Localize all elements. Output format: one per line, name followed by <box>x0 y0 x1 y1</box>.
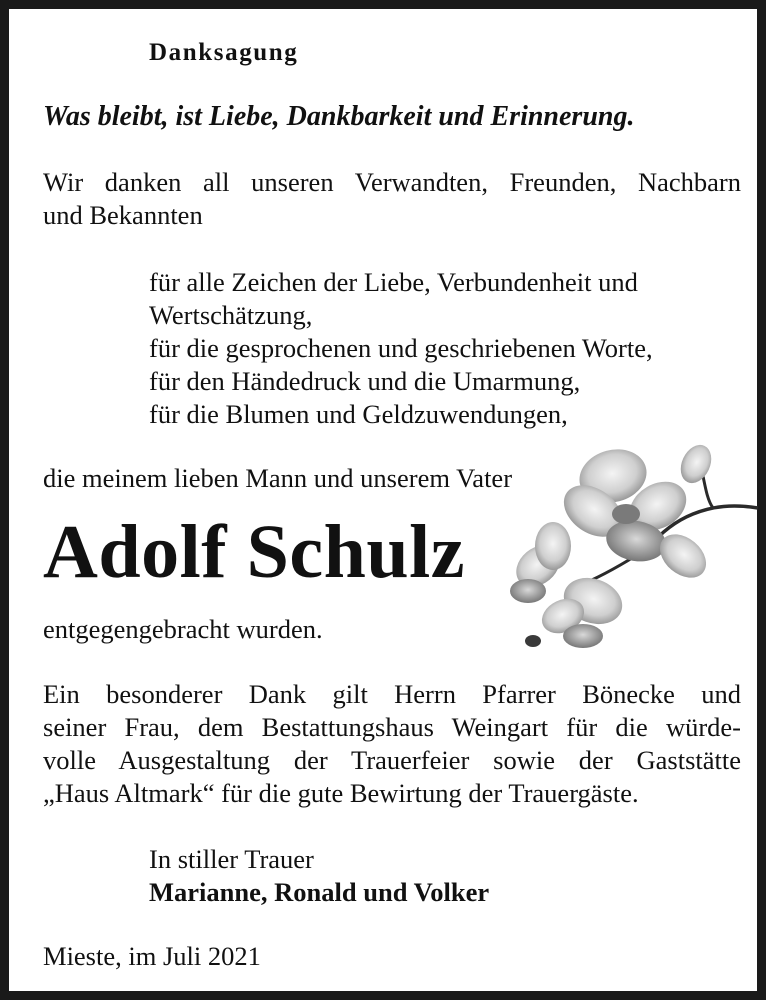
signoff-line: In stiller Trauer <box>149 844 314 874</box>
place-date: Mieste, im Juli 2021 <box>43 941 261 971</box>
orchid-branch-icon <box>508 436 758 656</box>
thanks-item: für den Händedruck und die Umarmung, <box>149 366 581 396</box>
thanks-item: Wertschätzung, <box>149 300 313 330</box>
intro-paragraph <box>43 166 741 232</box>
special-thanks-line: volle Ausgestaltung der Trauerfeier sowie der Gaststätte <box>43 745 741 775</box>
intro-line: Wir danken all unseren Verwandten, Freunden, Nachbarn <box>43 167 741 197</box>
signoff <box>149 843 489 909</box>
thanks-list <box>149 266 653 431</box>
dedication-line: die meinem lieben Mann und unserem Vater <box>43 463 513 493</box>
motto: Was bleibt, ist Liebe, Dankbarkeit und Erinnerung. <box>43 101 635 132</box>
special-thanks-line: seiner Frau, dem Bestattungshaus Weingart für die würde- <box>43 712 741 742</box>
special-thanks-line: „Haus Altmark“ für die gute Bewirtung der Trauergäste. <box>43 778 639 808</box>
closing-line: entgegengebracht wurden. <box>43 614 323 644</box>
notice-heading: Danksagung <box>149 39 299 66</box>
special-thanks-line: Ein besonderer Dank gilt Herrn Pfarrer Bönecke und <box>43 679 741 709</box>
mourner-names: Marianne, Ronald und Volker <box>149 877 490 907</box>
special-thanks-paragraph <box>43 678 741 810</box>
thanks-item: für alle Zeichen der Liebe, Verbundenheit und <box>149 267 638 297</box>
thanks-item: für die Blumen und Geldzuwendungen, <box>149 399 568 429</box>
deceased-name: Adolf Schulz <box>43 510 465 594</box>
thanks-item: für die gesprochenen und geschriebenen Worte, <box>149 333 653 363</box>
intro-line: und Bekannten <box>43 200 203 230</box>
